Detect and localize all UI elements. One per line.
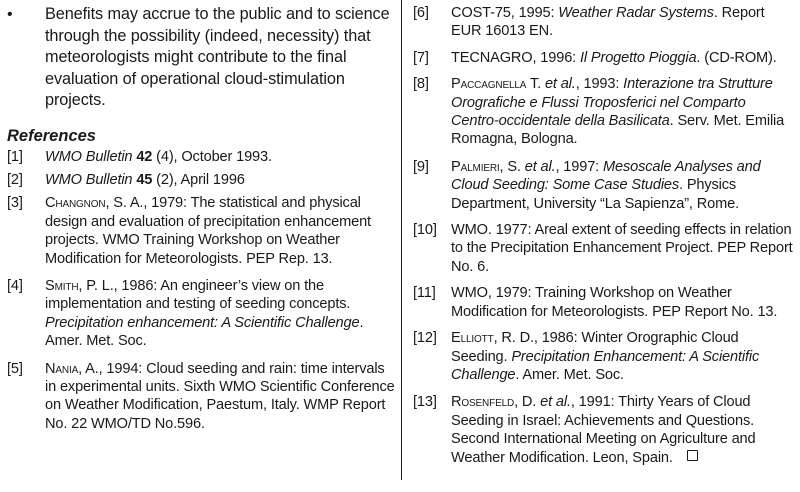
- end-of-article-icon: [687, 450, 698, 461]
- reference-item: [413, 4, 797, 41]
- reference-text-segment: Nania, A.: [45, 360, 99, 377]
- reference-text-segment: Precipitation Enhancement: A Scientific Challenge: [451, 348, 760, 383]
- reference-text-segment: Changnon, S. A.: [45, 195, 144, 212]
- reference-text-segment: (2), April 1996: [152, 171, 245, 188]
- reference-text: [451, 222, 793, 275]
- reference-text: [451, 285, 777, 319]
- reference-text-segment: WMO, 1979: Training Workshop on Weather Modification for Meteorologists. PEP Report No. 13.: [451, 285, 778, 320]
- reference-text: [451, 76, 784, 147]
- reference-item: [7, 277, 395, 351]
- reference-item: [413, 75, 797, 149]
- reference-number: [13]: [413, 394, 437, 411]
- reference-number: [4]: [7, 277, 23, 294]
- reference-text-segment: , 1979: The statistical and physical design and evaluation of precipitation enhancement projects. WMO Training Workshop on Weather Modification for Meteorologists. PEP Rep. 13.: [45, 195, 371, 267]
- reference-item: [413, 221, 797, 276]
- reference-text: [451, 394, 756, 465]
- reference-number: [12]: [413, 330, 437, 347]
- reference-text-segment: Paccagnella T.: [451, 76, 545, 93]
- reference-number: [9]: [413, 158, 429, 175]
- bullet-paragraph: [7, 4, 395, 112]
- reference-number: [6]: [413, 5, 429, 21]
- reference-text: [45, 278, 363, 349]
- reference-item: [413, 329, 797, 384]
- reference-text-segment: . Amer. Met. Soc.: [45, 314, 364, 350]
- reference-text-segment: . Serv. Met. Emilia Romagna, Bologna.: [451, 113, 785, 148]
- reference-number: [11]: [413, 285, 436, 302]
- reference-number: [8]: [413, 76, 429, 93]
- reference-text-segment: Mesoscale Analyses and Cloud Seeding: Some Case Studies: [451, 158, 761, 194]
- reference-text-segment: Rosenfeld, D.: [451, 394, 541, 411]
- reference-number: [7]: [413, 49, 429, 66]
- right-column: [413, 4, 797, 467]
- reference-text-segment: Smith, P. L.: [45, 277, 114, 294]
- reference-item: [413, 158, 797, 213]
- reference-text: [451, 330, 759, 383]
- reference-text-segment: . (CD-ROM).: [696, 49, 777, 66]
- reference-text: [45, 172, 245, 188]
- reference-text-segment: , 1991: Thirty Years of Cloud Seeding in Israel: Achievements and Questions. Second International Meeting on Agriculture and Weather Modification. Leon, Spain.: [451, 394, 756, 466]
- reference-text: [451, 5, 765, 39]
- reference-number: [3]: [7, 195, 23, 212]
- reference-item: [7, 194, 395, 268]
- reference-text: [45, 361, 395, 432]
- left-column: [7, 4, 395, 433]
- reference-item: [7, 148, 395, 166]
- reference-text-segment: et al.: [524, 158, 556, 175]
- reference-text-segment: . Report EUR 16013 EN.: [451, 5, 765, 40]
- reference-item: [413, 284, 797, 321]
- reference-text-segment: , 1986: Winter Orographic Cloud Seeding.: [451, 330, 739, 365]
- reference-text-segment: , 1993:: [575, 76, 624, 93]
- reference-text-segment: 42: [136, 148, 153, 165]
- reference-text: [451, 50, 777, 66]
- reference-text-segment: et al.: [540, 394, 571, 411]
- reference-item: [413, 49, 797, 67]
- reference-item: [7, 171, 395, 189]
- reference-text-segment: . Physics Department, University “La Sapienza”, Rome.: [451, 177, 739, 212]
- reference-item: [413, 393, 797, 467]
- reference-text-segment: COST-75, 1995:: [451, 5, 559, 21]
- reference-text-segment: WMO Bulletin: [45, 148, 137, 165]
- reference-text: [451, 159, 761, 212]
- reference-text-segment: WMO Bulletin: [45, 171, 137, 188]
- reference-text-segment: Interazione tra Strutture Orografiche e Flussi Troposferici nel Comparto Centro-occidentale della Basilicata: [451, 76, 773, 130]
- reference-text-segment: (4), October 1993.: [152, 148, 272, 165]
- reference-text-segment: , 1986: An engineer’s view on the implementation and testing of seeding concepts.: [45, 277, 351, 313]
- reference-text-segment: Il Progetto Pioggia: [580, 49, 697, 66]
- reference-number: [2]: [7, 171, 23, 188]
- reference-text-segment: , 1997:: [555, 158, 603, 175]
- references-heading: References: [7, 126, 96, 145]
- column-divider: [401, 0, 402, 480]
- reference-text-segment: Elliott, R. D.: [451, 330, 534, 347]
- reference-item: [7, 360, 395, 434]
- reference-text-segment: et al.: [544, 76, 576, 93]
- reference-number: [1]: [7, 148, 23, 165]
- bullet-icon: •: [7, 6, 13, 23]
- reference-text-segment: Weather Radar Systems: [558, 5, 714, 21]
- reference-text-segment: 45: [136, 171, 153, 188]
- reference-text: [45, 149, 272, 165]
- reference-text-segment: . Amer. Met. Soc.: [515, 366, 624, 383]
- reference-text-segment: Palmieri, S.: [451, 158, 525, 175]
- reference-text-segment: , 1994: Cloud seeding and rain: time intervals in experimental units. Sixth WMO Scientific Conference on Weather Modification, Paestum, Italy. WMP Report No. 22 WMO/TD No.596.: [45, 360, 395, 432]
- reference-text-segment: Precipitation enhancement: A Scientific Challenge: [45, 314, 360, 331]
- reference-text-segment: WMO. 1977: Areal extent of seeding effects in relation to the Precipitation Enhancement Project. PEP Report No. 6.: [451, 222, 793, 275]
- reference-text-segment: TECNAGRO, 1996:: [451, 49, 580, 66]
- bullet-text: Benefits may accrue to the public and to science through the possibility (indeed, necessity) that meteorologists might contribute to the final evaluation of operational cloud-stimulation projects.: [45, 5, 390, 109]
- reference-text: [45, 195, 371, 266]
- reference-number: [10]: [413, 222, 437, 239]
- reference-number: [5]: [7, 360, 23, 377]
